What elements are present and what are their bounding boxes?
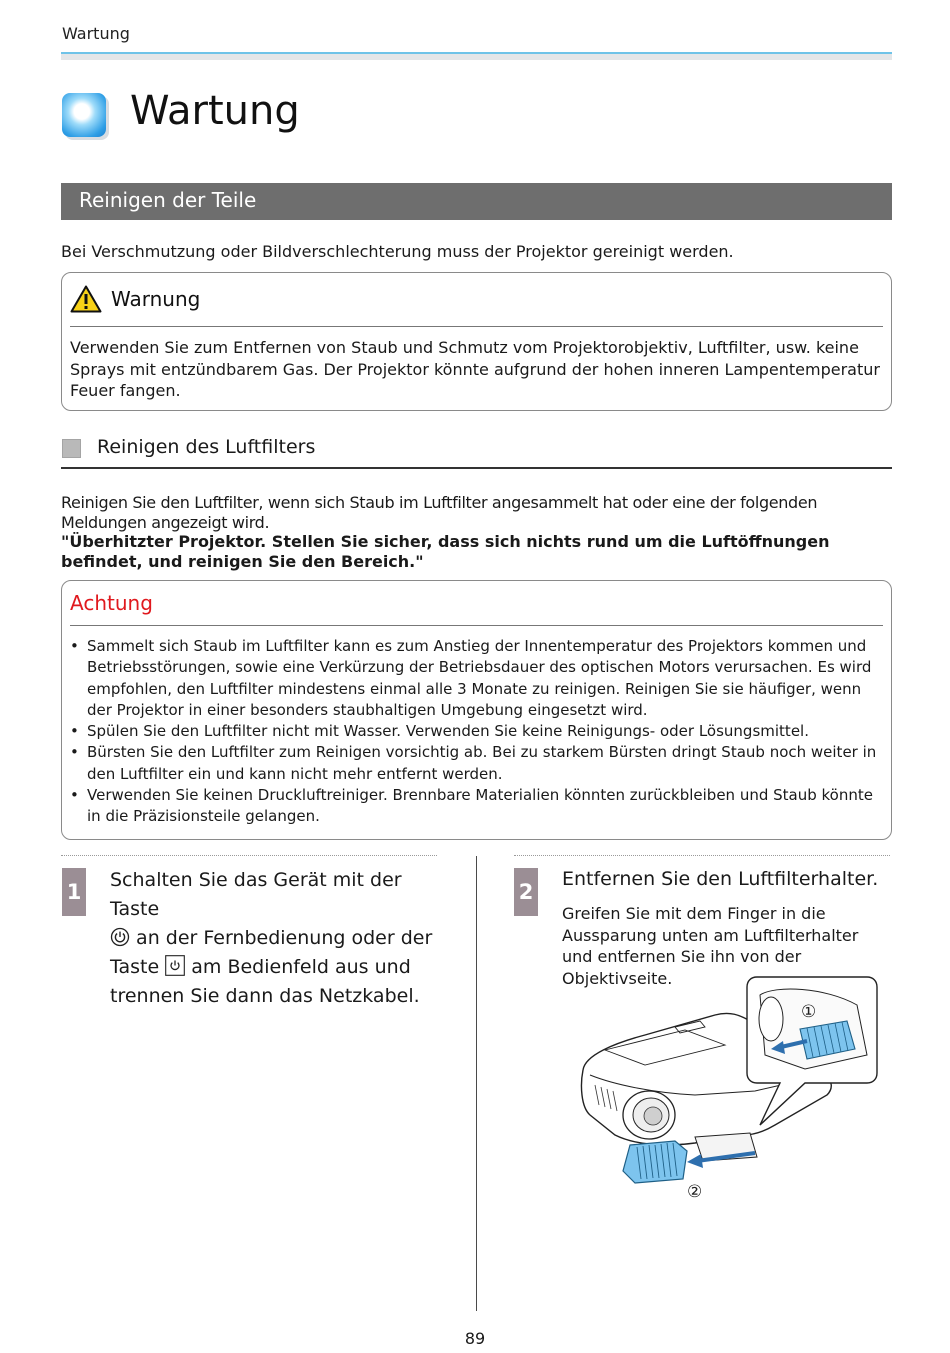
power-icon xyxy=(110,927,130,947)
warning-title: Warnung xyxy=(111,287,201,311)
section-title: Reinigen der Teile xyxy=(79,188,257,212)
caution-title: Achtung xyxy=(70,591,153,615)
section-heading-bar xyxy=(61,183,892,220)
step1-text xyxy=(110,866,440,1011)
column-separator xyxy=(476,856,477,1311)
intro-text: Bei Verschmutzung oder Bildverschlechterung muss der Projektor gereinigt werden. xyxy=(61,242,734,261)
page-number: 89 xyxy=(464,1329,486,1348)
step2-top-rule xyxy=(514,855,890,856)
warning-divider xyxy=(70,326,883,327)
subsection-title: Reinigen des Luftfilters xyxy=(97,436,316,458)
header-rule xyxy=(61,52,892,60)
caution-item: • Bürsten Sie den Luftfilter zum Reinigen vorsichtig ab. Bei zu starkem Bürsten dringt Staub noch weiter in den Luftfilter ein und kann nicht mehr entfernt werden. xyxy=(70,742,885,785)
caution-item: • Sammelt sich Staub im Luftfilter kann es zum Anstieg der Innentemperatur des Projektors kommen und Betriebsstörungen, sowie eine Verkürzung der Betriebsdauer des optischen Motors verursachen. Es wird empfohlen, den Luftfilter mindestens einmal alle 3 Monate zu reinigen. Reinigen Sie sie häufiger, wenn der Projektor in einer besonders staubhaltigen Umgebung eingesetzt wird. xyxy=(70,636,885,721)
warning-text: Verwenden Sie zum Entfernen von Staub und Schmutz vom Projektorobjektiv, Luftfilter, usw. keine Sprays mit entzündbarem Gas. Der Projektor könnte aufgrund der hohen inneren Lampentemperatur Feuer fangen. xyxy=(70,338,880,400)
step1-text-a: Schalten Sie das Gerät mit der Taste xyxy=(110,869,402,920)
subsection-marker-icon xyxy=(62,439,81,458)
subsection-paragraph: Reinigen Sie den Luftfilter, wenn sich Staub im Luftfilter angesammelt hat oder eine der folgenden Meldungen angezeigt wird. xyxy=(61,493,818,532)
callout-2: ② xyxy=(687,1182,703,1202)
projector-filter-illustration xyxy=(575,975,880,1210)
caution-divider xyxy=(70,625,883,626)
callout-1: ① xyxy=(801,1002,817,1022)
chapter-title: Wartung xyxy=(130,88,300,134)
running-header: Wartung xyxy=(62,24,130,43)
chapter-icon xyxy=(62,93,106,137)
warning-triangle-icon xyxy=(70,285,102,313)
overheat-message: "Überhitzter Projektor. Stellen Sie sicher, dass sich nichts rund um die Luftöffnungen befindet, und reinigen Sie den Bereich." xyxy=(61,532,830,571)
caution-item: • Spülen Sie den Luftfilter nicht mit Wasser. Verwenden Sie keine Reinigungs- oder Lösungsmittel. xyxy=(70,721,885,742)
step2-badge: 2 xyxy=(514,868,538,916)
caution-item: • Verwenden Sie keinen Druckluftreiniger. Brennbare Materialien könnten zurückbleiben und Staub könnte in die Präzisionsteile gelangen. xyxy=(70,785,885,828)
step2-title: Entfernen Sie den Luftfilterhalter. xyxy=(562,868,879,890)
caution-list xyxy=(70,636,885,828)
power-button-icon xyxy=(165,955,185,976)
step1-badge: 1 xyxy=(62,868,86,916)
step2-text: Greifen Sie mit dem Finger in die Aussparung unten am Luftfilterhalter und entfernen Sie ihn von der Objektivseite. xyxy=(562,904,859,988)
step1-text-b: an der Fernbedienung oder der Taste xyxy=(110,927,433,978)
step1-top-rule xyxy=(61,855,437,856)
subsection-rule xyxy=(61,467,892,469)
step1-text-c: am Bedienfeld aus und trennen Sie dann das Netzkabel. xyxy=(110,956,420,1007)
